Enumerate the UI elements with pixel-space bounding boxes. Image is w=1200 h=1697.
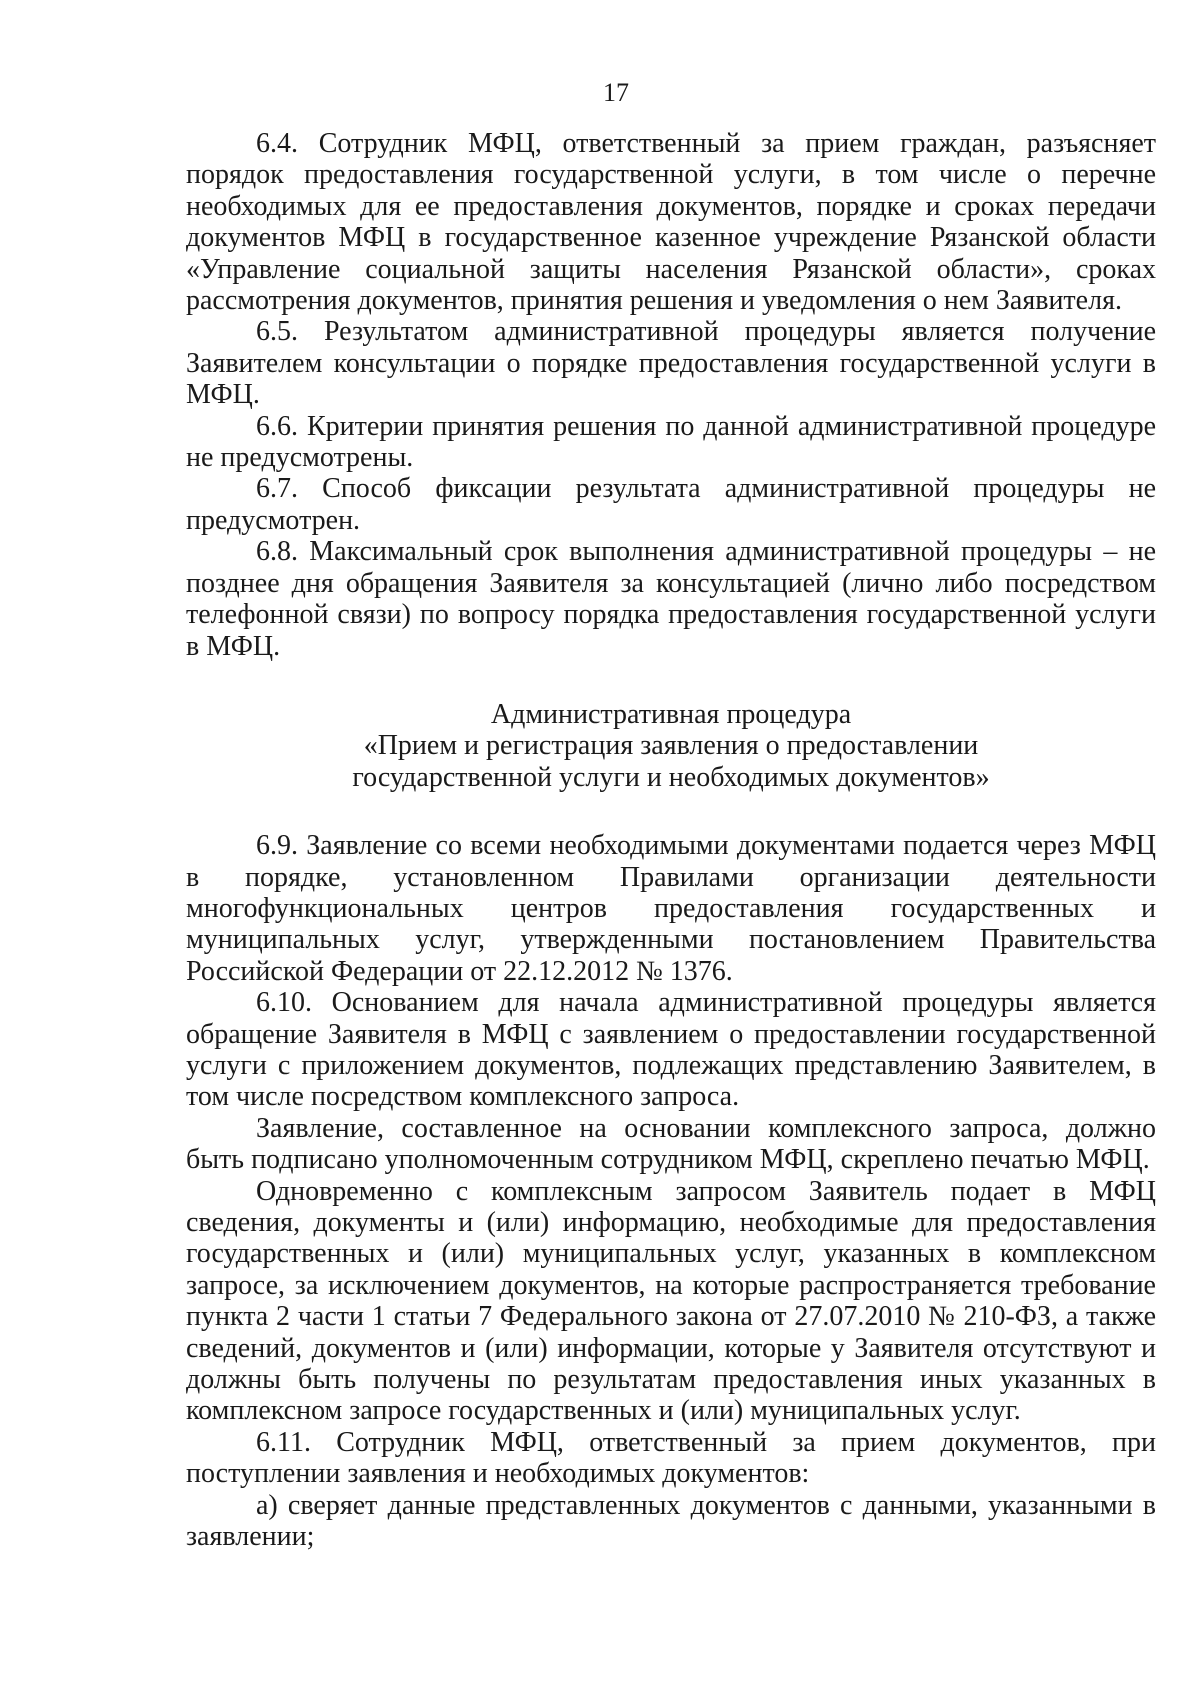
paragraph-6-9: 6.9. Заявление со всеми необходимыми документами подается через МФЦ в порядке, установленном Правилами организации деятельности многофункциональных центров предоставления государственных и муниципальных услуг, утвержденными постановлением Правительства Российской Федерации от 22.12.2012 № 1376. bbox=[186, 830, 1156, 987]
paragraph-6-11-a: а) сверяет данные представленных документов с данными, указанными в заявлении; bbox=[186, 1489, 1156, 1553]
section-heading-line-2: «Прием и регистрация заявления о предоставлении bbox=[363, 730, 979, 762]
section-heading-line-1: Административная процедура bbox=[490, 698, 852, 730]
paragraph-6-4: 6.4. Сотрудник МФЦ, ответственный за прием граждан, разъясняет порядок предоставления государственной услуги, в том числе о перечне необходимых для ее предоставления документов, порядке и сроках передачи документов МФЦ в государственное казенное учреждение Рязанской области «Управление социальной защиты населения Рязанской области», сроках рассмотрения документов, принятия решения и уведомления о нем Заявителя. bbox=[186, 128, 1156, 317]
paragraph-6-6: 6.6. Критерии принятия решения по данной административной процедуре не предусмотрены. bbox=[186, 410, 1156, 474]
paragraph-6-5: 6.5. Результатом административной процедуры является получение Заявителем консультации о порядке предоставления государственной услуги в МФЦ. bbox=[186, 316, 1156, 411]
section-heading-line-3: государственной услуги и необходимых документов» bbox=[352, 761, 990, 793]
paragraph-6-8: 6.8. Максимальный срок выполнения административной процедуры – не позднее дня обращения Заявителя за консультацией (лично либо посредством телефонной связи) по вопросу порядка предоставления государственной услуги в МФЦ. bbox=[186, 536, 1156, 662]
paragraph-6-11: 6.11. Сотрудник МФЦ, ответственный за прием документов, при поступлении заявления и необходимых документов: bbox=[186, 1426, 1156, 1490]
paragraph-complex-request-signature: Заявление, составленное на основании комплексного запроса, должно быть подписано уполномоченным сотрудником МФЦ, скреплено печатью МФЦ. bbox=[186, 1112, 1156, 1176]
section-heading bbox=[186, 699, 1156, 793]
paragraph-6-10: 6.10. Основанием для начала административной процедуры является обращение Заявителя в МФЦ с заявлением о предоставлении государственной услуги с приложением документов, подлежащих представлению Заявителем, в том числе посредством комплексного запроса. bbox=[186, 987, 1156, 1113]
page-number: 17 bbox=[603, 78, 629, 107]
document-body bbox=[186, 128, 1156, 1552]
paragraph-complex-request-documents: Одновременно с комплексным запросом Заявитель подает в МФЦ сведения, документы и (или) информацию, необходимые для предоставления государственных и (или) муниципальных услуг, указанных в комплексном запросе, за исключением документов, на которые распространяется требование пункта 2 части 1 статьи 7 Федерального закона от 27.07.2010 № 210-ФЗ, а также сведений, документов и (или) информации, которые у Заявителя отсутствуют и должны быть получены по результатам предоставления иных указанных в комплексном запросе государственных и (или) муниципальных услуг. bbox=[186, 1175, 1156, 1427]
paragraph-6-7: 6.7. Способ фиксации результата административной процедуры не предусмотрен. bbox=[186, 473, 1156, 536]
